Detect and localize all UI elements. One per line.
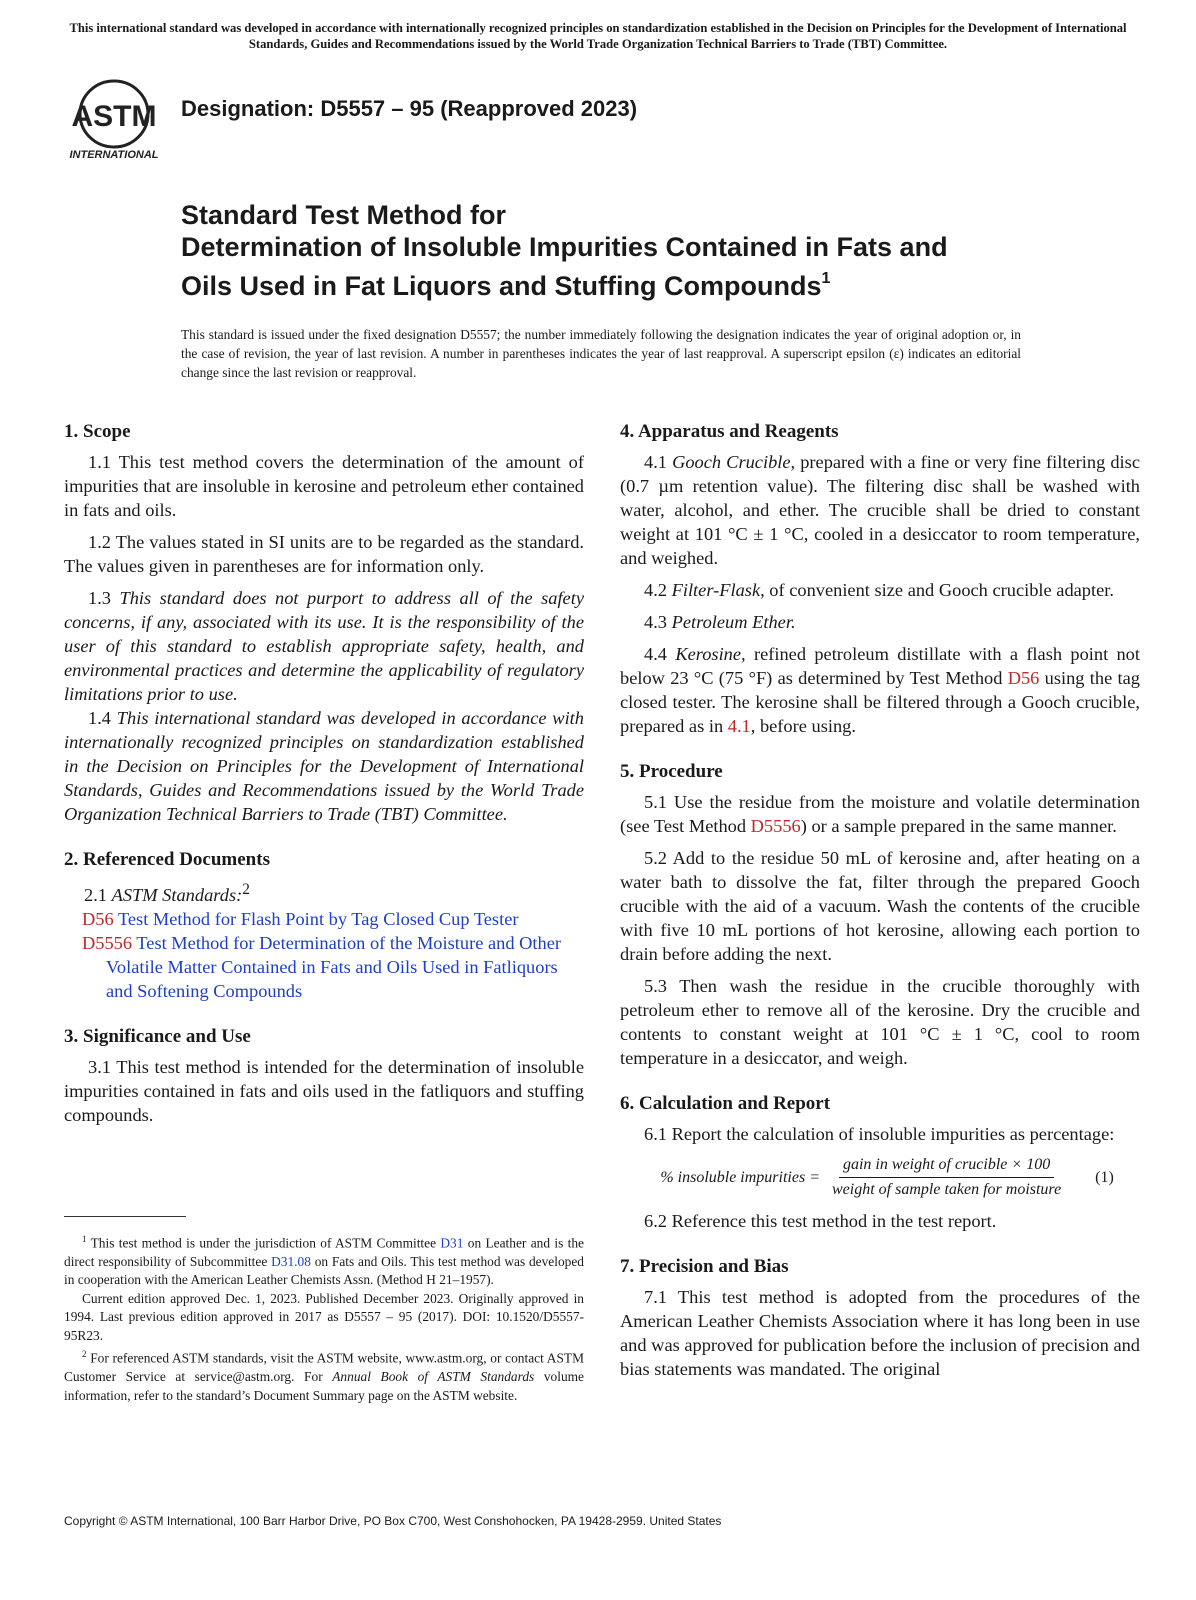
section-7-heading: 7. Precision and Bias [620, 1256, 789, 1277]
para-1-4: 1.4 This international standard was developed in accordance with internationally recognized principles on standardization established in the Decision on Principles for the Development of International Standards, Guides and Recommendations issued by the World Trade Organization Technical Barriers to Trade (TBT) Committee. [64, 708, 584, 824]
footnote-1: $^1$ This test method is under the jurisdiction of ASTM Committee D31 on Leather and is the direct responsibility of Subcommittee D31.08 on Fats and Oils. This test method was developed in cooperation with the American Leather Chemists Assn. (Method H 21–1957). [64, 1234, 584, 1288]
footnote-2: $^2$ For referenced ASTM standards, visit the ASTM website, www.astm.org, or contact ASTM Customer Service at service@astm.org. For Annual Book of ASTM Standards volume information, refer to the standard’s Document Summary page on the ASTM website. [64, 1349, 584, 1403]
section-2-heading: 2. Referenced Documents [64, 849, 270, 870]
edition-note: Current edition approved Dec. 1, 2023. Published December 2023. Originally approved in 1994. Last previous edition approved in 2017 as D5557 – 95 (2017). DOI: 10.1520/D5557-95R23. [64, 1290, 584, 1343]
astm-standards-subhead: 2.1 ASTM Standards:$^2$ [84, 881, 250, 906]
section-5-heading: 5. Procedure [620, 761, 723, 782]
equation-numerator: gain in weight of crucible × 100 [839, 1156, 1054, 1178]
title-line-2: Determination of Insoluble Impurities Contained in Fats and [181, 232, 948, 262]
link-d5556-title[interactable]: Test Method for Determination of the Moisture and Other Volatile Matter Contained in Fats and Oils Used in Fatliquors and Softening Compounds [106, 933, 561, 1002]
equation-fraction [828, 1156, 1065, 1199]
designation: Designation: D5557 – 95 (Reapproved 2023) [181, 96, 638, 121]
link-d31-08[interactable]: D31.08 [271, 1253, 311, 1269]
svg-text:INTERNATIONAL: INTERNATIONAL [69, 149, 159, 161]
link-d5556-inline[interactable]: D5556 [750, 816, 801, 836]
para-5-3: 5.3 Then wash the residue in the crucible thoroughly with petroleum ether to remove all of the kerosine. Dry the crucible and contents to constant weight at 101 °C ± 1 °C, cool to room temperature in a desiccator, and weigh. [620, 976, 1140, 1068]
footnote-divider [64, 1216, 186, 1217]
right-column [620, 420, 1140, 1381]
equation-lhs: % insoluble impurities = [660, 1168, 820, 1186]
issued-note: This standard is issued under the fixed designation D5557; the number immediately following the designation indicates the year of original adoption or, in the case of revision, the year of last revision. A number in parentheses indicates the year of last reapproval. A superscript epsilon (ε) indicates an editorial change since the last revision or reapproval. [181, 327, 1021, 380]
para-1-2: 1.2 The values stated in SI units are to be regarded as the standard. The values given in parentheses are for information only. [64, 532, 584, 576]
para-4-3: 4.3 Petroleum Ether. [644, 612, 796, 632]
link-d56-inline[interactable]: D56 [1007, 668, 1040, 688]
astm-logo [66, 74, 166, 164]
left-column [64, 420, 584, 1127]
para-5-1: 5.1 Use the residue from the moisture and volatile determination (see Test Method D5556) or a sample prepared in the same manner. [620, 792, 1140, 836]
para-1-3: 1.3 This standard does not purport to address all of the safety concerns, if any, associated with its use. It is the responsibility of the user of this standard to establish appropriate safety, health, and environmental practices and determine the applicability of regulatory limitations prior to use. [64, 588, 584, 704]
link-d56[interactable]: D56 [82, 909, 114, 930]
para-4-4: 4.4 Kerosine, refined petroleum distillate with a flash point not below 23 °C (75 °F) as determined by Test Method D56 using the tag closed tester. The kerosine shall be filtered through a Gooch crucible, prepared as in 4.1, before using. [620, 644, 1140, 736]
copyright-line: Copyright © ASTM International, 100 Barr Harbor Drive, PO Box C700, West Conshohocken, PA 19428-2959. United States [64, 1514, 722, 1528]
section-6-heading: 6. Calculation and Report [620, 1093, 831, 1114]
title-footnote-mark[interactable]: 1 [821, 270, 831, 287]
link-d31[interactable]: D31 [440, 1235, 464, 1251]
para-7-1: 7.1 This test method is adopted from the procedures of the American Leather Chemists Association where it has long been in use and was approved for publication before the inclusion of precision and bias statements was mandated. The original [620, 1287, 1140, 1379]
link-d5556[interactable]: D5556 [82, 933, 133, 954]
para-1-1: 1.1 This test method covers the determination of the amount of impurities that are insoluble in kerosine and petroleum ether contained in fats and oils. [64, 452, 584, 520]
link-d56-title[interactable]: Test Method for Flash Point by Tag Closed Cup Tester [117, 909, 519, 930]
para-6-1: 6.1 Report the calculation of insoluble impurities as percentage: [644, 1124, 1115, 1144]
footnotes [64, 1230, 584, 1405]
equation-denominator: weight of sample taken for moisture [832, 1181, 1062, 1198]
equation-1 [620, 1156, 1140, 1199]
para-3-1: 3.1 This test method is intended for the determination of insoluble impurities contained in fats and oils used in the fatliquors and stuffing compounds. [64, 1057, 584, 1126]
standard-title [181, 199, 1061, 302]
section-1-heading: 1. Scope [64, 421, 131, 442]
title-line-1: Standard Test Method for [181, 200, 507, 230]
title-line-3: Oils Used in Fat Liquors and Stuffing Compounds [181, 271, 822, 301]
link-section-4-1[interactable]: 4.1 [727, 716, 751, 736]
section-3-heading: 3. Significance and Use [64, 1026, 251, 1048]
para-4-2: 4.2 Filter-Flask, of convenient size and Gooch crucible adapter. [644, 580, 1114, 600]
para-5-2: 5.2 Add to the residue 50 mL of kerosine and, after heating on a water bath to dissolve the fat, filter through the prepared Gooch crucible with the aid of a vacuum. Wash the contents of the crucible with five 10 mL portions of hot kerosine, allowing each portion to drain before adding the next. [620, 848, 1140, 964]
reference-d56 [64, 907, 584, 931]
top-notice: This international standard was developed in accordance with internationally recognized principles on standardization established in the Decision on Principles for the Development of International Standards, Guides and Recommendations issued by the World Trade Organization Technical Barriers to Trade (TBT) Committee. [69, 21, 1127, 51]
reference-d5556 [64, 931, 584, 1003]
equation-number: (1) [1095, 1168, 1114, 1186]
section-4-heading: 4. Apparatus and Reagents [620, 421, 839, 442]
footnote-2-mark[interactable]: 2 [242, 881, 250, 898]
para-6-2: 6.2 Reference this test method in the test report. [644, 1211, 997, 1231]
para-4-1: 4.1 Gooch Crucible, prepared with a fine or very fine filtering disc (0.7 µm retention value). The filtering disc shall be washed with water, alcohol, and ether. The crucible shall be dried to constant weight at 101 °C ± 1 °C, cooled in a desiccator to room temperature, and weighed. [620, 452, 1140, 568]
svg-text:ASTM: ASTM [71, 100, 157, 133]
